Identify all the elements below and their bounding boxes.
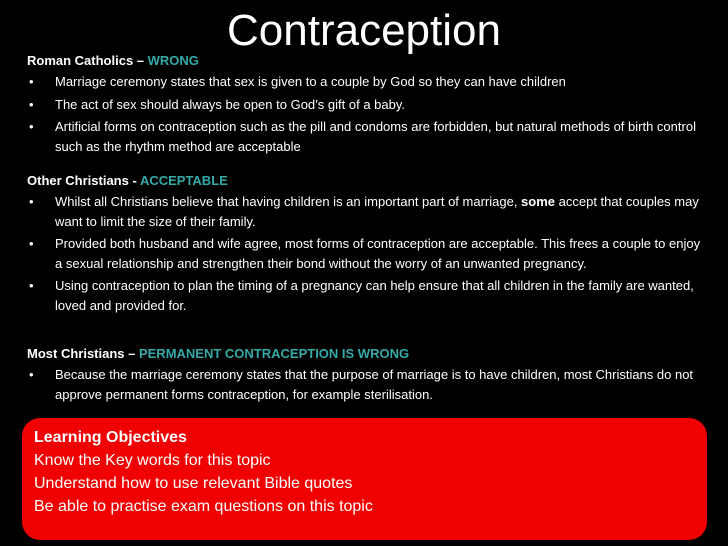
bullet-icon: • [29, 96, 34, 112]
bullet-text: Artificial forms on contraception such as the pill and condoms are forbidden, but natural methods of birth control such as the rhythm method are acceptable [55, 119, 696, 154]
objective-item: Understand how to use relevant Bible quotes [34, 475, 353, 492]
objectives-title: Learning Objectives [34, 429, 187, 446]
heading-label: Most Christians – [27, 346, 139, 361]
heading-verdict: PERMANENT CONTRACEPTION IS WRONG [138, 346, 410, 361]
objective-item: Know the Key words for this topic [34, 452, 271, 469]
bullet-icon: • [29, 194, 34, 209]
slide-title: Contraception [227, 6, 501, 55]
heading-label: Roman Catholics – [27, 53, 148, 68]
bullet-item [27, 117, 707, 156]
emphasis-text: some [521, 194, 556, 209]
bullet-item [27, 365, 707, 404]
section-heading [27, 345, 707, 363]
bullet-text: Marriage ceremony states that sex is given to a couple by God so they can have children [55, 74, 566, 89]
bullet-icon: • [29, 74, 34, 89]
bullet-text: Using contraception to plan the timing of a pregnancy can help ensure that all children in the family are wanted, loved and provided for. [55, 278, 694, 313]
bullet-item [27, 95, 707, 115]
section-heading [27, 172, 707, 190]
bullet-item [27, 276, 707, 315]
section-other-christians [27, 172, 707, 318]
bullet-icon: • [29, 236, 34, 251]
objective-item: Be able to practise exam questions on this topic [34, 498, 373, 515]
bullet-list [27, 365, 707, 404]
bullet-icon: • [29, 367, 34, 382]
bullet-text: Because the marriage ceremony states that the purpose of marriage is to have children, most Christians do not approve permanent forms contraception, for example sterilisation. [55, 367, 694, 402]
bullet-list [27, 192, 707, 315]
bullet-text-end: accept that couples may want to limit the size of their family. [55, 194, 699, 229]
bullet-list [27, 72, 707, 156]
bullet-text: The act of sex should always be open to God’s gift of a baby. [55, 96, 406, 112]
learning-objectives-box [22, 418, 707, 540]
bullet-icon: • [29, 119, 34, 134]
bullet-item [27, 234, 707, 273]
section-roman-catholics [27, 52, 707, 159]
section-heading [27, 52, 707, 70]
heading-verdict: WRONG [147, 53, 199, 68]
bullet-icon: • [29, 278, 34, 293]
heading-label: Other Christians - [27, 173, 140, 188]
bullet-text-start: Whilst all Christians believe that having children is an important part of marriage, [55, 194, 522, 209]
bullet-item [27, 72, 707, 92]
section-most-christians [27, 345, 707, 407]
bullet-item [27, 192, 707, 231]
heading-verdict: ACCEPTABLE [139, 173, 228, 188]
bullet-text: Provided both husband and wife agree, most forms of contraception are acceptable. This frees a couple to enjoy a sexual relationship and strengthen their bond without the worry of an unwanted pregnancy. [55, 236, 701, 271]
